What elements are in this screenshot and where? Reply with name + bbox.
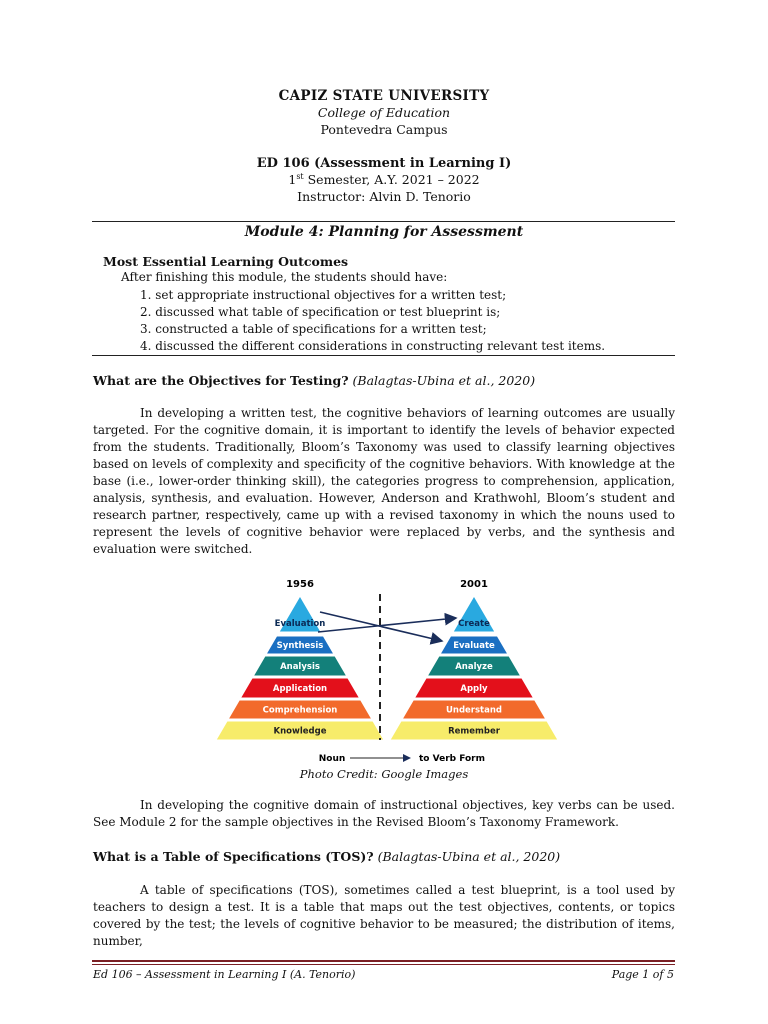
left-pyramid-label-knowledge: Knowledge [273,726,327,737]
right-pyramid-label-create: Create [458,619,490,629]
paragraph-text: In developing a written test, the cognitive behaviors of learning outcomes are usually targeted. For the cognitive domain, it is important to identify the levels of behavior expected from the students. Traditionally, Bloom’s Taxonomy was used to classify learning objectives based on levels of complexity and specificity of the cognitive behaviors. With knowledge at the base (i.e., lower-order thinking skill), the categories progress to comprehension, application, analysis, synthesis, and evaluation. However, Anderson and Krathwohl, Bloom’s student and research partner, respectively, came up with a revised taxonomy in which the nouns used to represent the levels of cognitive behavior were replaced by verbs, and the synthesis and evaluation were switched. [93,406,675,556]
melo-title: Most Essential Learning Outcomes [103,254,349,269]
noun-label: Noun [318,754,346,764]
campus-name: Pontevedra Campus [320,122,448,137]
list-item: 2. discussed what table of specification or test blueprint is; [140,305,501,319]
melo-divider [92,355,675,356]
left-pyramid-label-application: Application [272,684,328,694]
right-year-label: 2001 [460,579,488,590]
left-pyramid-label-comprehension: Comprehension [262,705,338,716]
college-name: College of Education [317,105,451,120]
paragraph-text: In developing the cognitive domain of instructional objectives, key verbs can be used. See Module 2 for the sample objectives in the Revised Bloom’s Taxonomy Framework. [93,798,675,829]
verbs-paragraph [93,797,675,831]
left-pyramid-label-analysis: Analysis [280,662,320,672]
section-heading-objectives [93,373,535,388]
objectives-paragraph [93,405,675,558]
university-name: CAPIZ STATE UNIVERSITY [278,88,490,104]
left-year-label: 1956 [286,579,314,590]
left-pyramid [216,596,384,740]
left-pyramid-label-evaluation: Evaluation [274,619,326,629]
right-pyramid-label-understand: Understand [446,705,502,716]
heading-citation: (Balagtas-Ubina et al., 2020) [377,849,561,864]
right-pyramid-label-remember: Remember [448,726,500,737]
heading-text: What are the Objectives for Testing? [93,373,349,388]
heading-text: What is a Table of Specifications (TOS)? [93,849,374,864]
right-pyramid-label-analyze: Analyze [455,662,493,672]
semester-line [0,172,768,187]
footer-divider [92,960,675,962]
list-item: 4. discussed the different considerations in constructing relevant test items. [140,339,606,353]
melo-intro: After finishing this module, the students should have: [121,270,448,284]
verb-label: to Verb Form [419,754,485,764]
diagram-caption: Photo Credit: Google Images [299,767,469,781]
tos-paragraph [93,882,675,950]
footer-page-number: Page 1 of 5 [611,968,674,981]
semester-number: 1 [288,172,297,188]
module-title: Module 4: Planning for Assessment [244,224,524,240]
footer-course: Ed 106 – Assessment in Learning I (A. Tenorio) [93,968,356,981]
instructor-line: Instructor: Alvin D. Tenorio [297,189,471,204]
arrow-evaluation-to-evaluate [318,618,456,632]
right-pyramid-label-evaluate: Evaluate [453,641,495,651]
heading-citation: (Balagtas-Ubina et al., 2020) [352,373,536,388]
course-title: ED 106 (Assessment in Learning I) [256,156,512,171]
melo-list [140,287,605,355]
right-pyramid [390,596,558,740]
footer-divider-thin [92,964,675,965]
semester-suffix: st [296,172,304,181]
list-item: 3. constructed a table of specifications for a written test; [140,322,487,336]
list-item: 1. set appropriate instructional objectives for a written test; [140,288,507,302]
paragraph-text: A table of specifications (TOS), sometimes called a test blueprint, is a tool used by teachers to design a test. It is a table that maps out the test objectives, contents, or topics covered by the test; the levels of cognitive behavior to be measured; the distribution of items, number, [93,883,675,948]
section-heading-tos [93,849,560,864]
header-divider [92,221,675,222]
bloom-taxonomy-diagram [208,572,560,768]
right-pyramid-label-apply: Apply [460,684,488,694]
semester-rest: Semester, A.Y. 2021 – 2022 [303,172,480,188]
left-pyramid-label-synthesis: Synthesis [276,641,324,651]
